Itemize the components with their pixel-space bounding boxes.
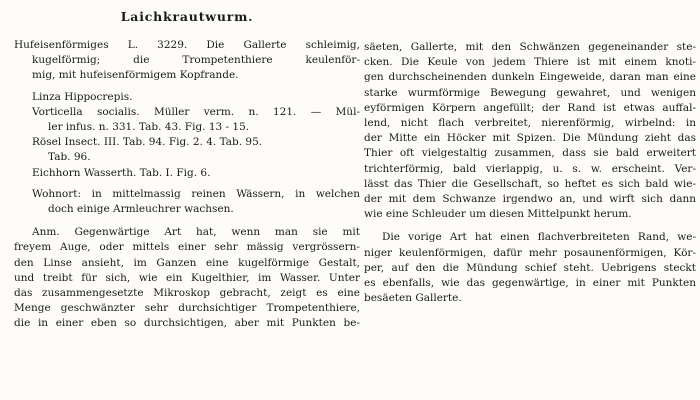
description-paragraph xyxy=(364,40,696,222)
text-line: Die vorige Art hat einen flachverbreiteten Rand, we- xyxy=(382,231,696,244)
text-line: die in einer eben so durchsichtigen, aber mit Punkten be- xyxy=(14,317,360,330)
text-line: per, auf den die Mündung schief steht. Uebrigens steckt xyxy=(364,261,696,274)
text-line: der Mitte ein Höcker mit Spizen. Die Mündung zieht das xyxy=(364,132,696,145)
text-line: und treibt für sich, wie ein Kugelthier, im Wasser. Unter xyxy=(14,271,360,284)
text-line: Wohnort: in mittelmassig reinen Wässern, in welchen xyxy=(32,187,360,200)
text-line: ler infus. n. 331. Tab. 43. Fig. 13 - 15. xyxy=(48,121,250,134)
text-line: besäeten Gallerte. xyxy=(364,292,462,305)
text-line: Thier oft vielgestaltig zusammen, dass sie bald erweitert xyxy=(364,147,696,160)
species-entry xyxy=(14,38,360,84)
text-line: niger keulenförmigen, dafür mehr posaunenförmigen, Kör- xyxy=(364,246,696,259)
text-line: lässt das Thier die Gesellschaft, so heftet es sich bald wie- xyxy=(364,177,696,190)
text-line: Anm. Gegenwärtige Art hat, wenn man sie mit xyxy=(32,226,360,239)
left-column xyxy=(14,38,360,332)
text-line: es ebenfalls, wie das gegenwärtige, in einer mit Punkten xyxy=(364,277,696,290)
text-line: mig, mit hufeisenförmigem Kopfrande. xyxy=(32,69,239,82)
right-column xyxy=(364,40,696,306)
text-line: den Linse ansieht, im Ganzen eine kugelförmige Gestalt, xyxy=(14,256,360,269)
text-line: Linza Hippocrepis. xyxy=(32,90,133,103)
text-line: eyförmigen Körpern angefüllt; der Rand ist etwas auffal- xyxy=(364,101,696,114)
synonym-list xyxy=(14,90,360,181)
text-line: trichterförmig, bald vierlappig, u. s. w. erscheint. Ver- xyxy=(364,162,696,175)
text-line: doch einige Armleuchrer wachsen. xyxy=(48,203,234,216)
text-line: cken. Die Keule von jedem Thiere ist mit einem knoti- xyxy=(364,56,696,69)
text-line: wie eine Schleuder um diesen Mittelpunkt herum. xyxy=(364,208,632,221)
text-line: Hufeisenförmiges L. 3229. Die Gallerte schleimig, xyxy=(14,39,360,51)
comparison-paragraph xyxy=(364,230,696,306)
text-line: lend, nicht flach verbreitet, nierenförmig, wirbelnd: in xyxy=(364,117,696,130)
habitat-note xyxy=(14,187,360,217)
page-heading: Laichkrautwurm. xyxy=(120,9,254,24)
text-line: das zusammengesetzte Mikroskop gebracht, zeigt es eine xyxy=(14,287,360,300)
text-line: Menge geschwänzter sehr durchsichtiger Trompetenthiere, xyxy=(14,302,360,315)
text-line: Eichhorn Wasserth. Tab. I. Fig. 6. xyxy=(32,166,211,179)
text-line: gen durchscheinenden dunkeln Eingeweide, daran man eine xyxy=(364,71,696,84)
text-line: kugelförmig; die Trompetenthiere keulenför- xyxy=(32,54,360,67)
text-line: Rösel Insect. III. Tab. 94. Fig. 2. 4. Tab. 95. xyxy=(32,136,263,149)
text-line: freyem Auge, oder mittels einer sehr mässig vergrössern- xyxy=(14,241,360,254)
remark-paragraph xyxy=(14,225,360,331)
text-line: Vorticella socialis. Müller verm. n. 121. — Mül- xyxy=(32,105,360,118)
text-line: der mit dem Schwanze irgendwo an, und wirft sich dann xyxy=(364,193,696,206)
text-line: starke wurmförmige Bewegung gewahret, und wenigen xyxy=(364,86,696,99)
text-line: Tab. 96. xyxy=(48,151,91,164)
text-line: säeten, Gallerte, mit den Schwänzen gegeneinander ste- xyxy=(364,41,696,53)
